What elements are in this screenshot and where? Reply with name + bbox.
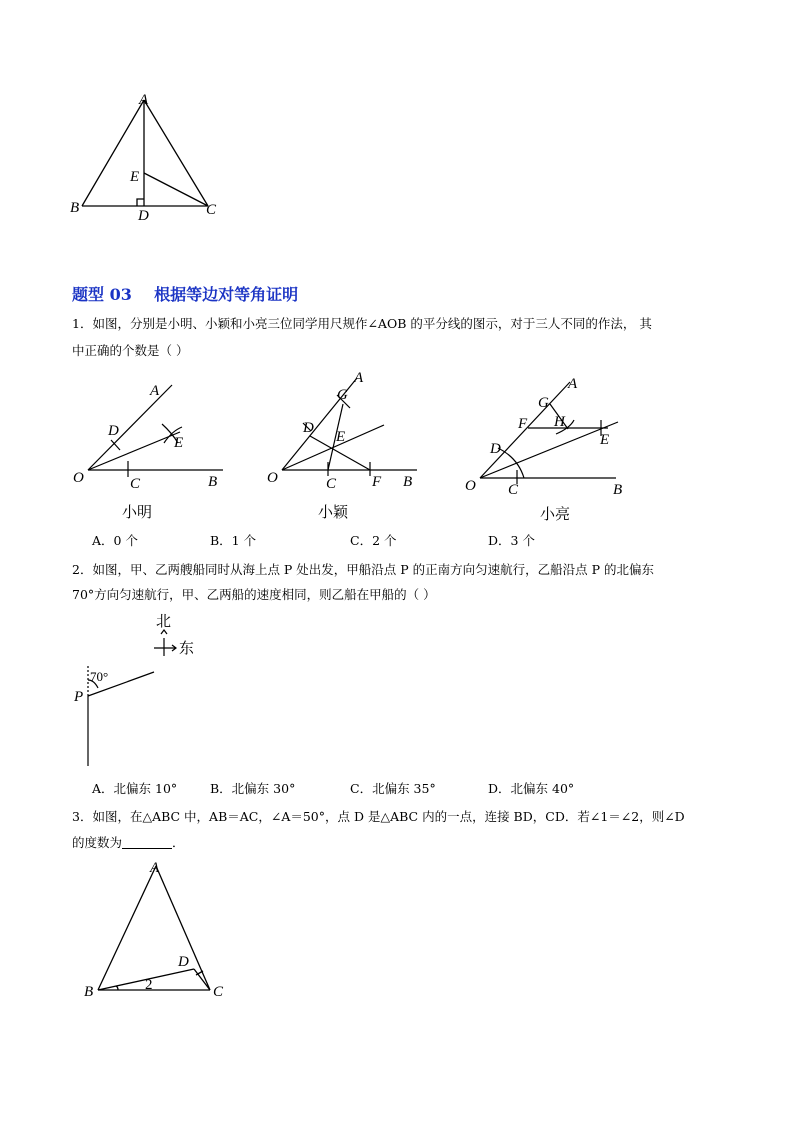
q1-figure-xiaoliang [458, 370, 633, 525]
q3-label-A: A [150, 860, 160, 876]
label-E: E [130, 169, 140, 185]
fig2-label-A: A [354, 370, 364, 386]
q2-direction-figure [66, 608, 216, 768]
fig3-label-A: A [568, 376, 578, 392]
q1-option-c[interactable]: C．2 个 [350, 533, 397, 548]
fig2-label-F: F [372, 474, 382, 490]
q1-text-line2: 中正确的个数是（ ） [72, 343, 189, 358]
fig3-caption: 小亮 [540, 507, 571, 523]
fig2-label-E: E [336, 429, 346, 445]
angle-70-label: 70° [90, 669, 109, 684]
q1-figure-xiaoying [262, 368, 432, 525]
q3-text-line2 [72, 830, 185, 856]
fig2-caption: 小颖 [318, 505, 349, 521]
fig1-label-B: B [208, 474, 218, 490]
fig2-label-G: G [337, 387, 348, 403]
q2-text-line1: 2．如图，甲、乙两艘船同时从海上点 P 处出发，甲船沿点 P 的正南方向匀速航行，乙船沿点 P 的北偏东 [72, 562, 655, 577]
q3-label-C: C [213, 984, 224, 1000]
q2-option-c[interactable]: C．北偏东 35° [350, 781, 436, 796]
q1-option-b[interactable]: B．1 个 [210, 533, 257, 548]
q3-text-line2-prefix: 的度数为 [72, 835, 123, 850]
fig3-label-E: E [600, 432, 610, 448]
fig2-label-O: O [267, 470, 278, 486]
fig3-label-O: O [465, 478, 476, 494]
q1-option-a[interactable]: A．0 个 [92, 533, 138, 548]
label-P: P [74, 689, 84, 705]
q2-option-a[interactable]: A．北偏东 10° [92, 781, 178, 796]
q3-label-D: D [178, 954, 189, 970]
label-C: C [206, 202, 217, 218]
label-D: D [138, 208, 149, 224]
fig1-label-A: A [150, 383, 160, 399]
fig1-label-C: C [130, 476, 141, 492]
fig3-label-G: G [538, 395, 549, 411]
q2-option-b[interactable]: B．北偏东 30° [210, 781, 296, 796]
fig2-label-B: B [403, 474, 413, 490]
q3-angle-2-label: 2 [145, 977, 153, 993]
label-A: A [139, 92, 149, 108]
fig1-label-E: E [174, 435, 184, 451]
q1-text-line1: 1．如图，分别是小明、小颖和小亮三位同学用尺规作∠AOB 的平分线的图示，对于三人不同的作法， 其 [72, 316, 652, 331]
fig1-label-O: O [73, 470, 84, 486]
fig1-label-D: D [108, 423, 119, 439]
fig3-label-D: D [490, 441, 501, 457]
fig3-label-B: B [613, 482, 623, 498]
q1-option-d[interactable]: D．3 个 [488, 533, 535, 548]
top-triangle-figure [60, 88, 230, 228]
q3-text-line1: 3．如图，在△ABC 中，AB＝AC，∠A＝50°，点 D 是△ABC 内的一点，连接 BD，CD．若∠1＝∠2，则∠D [72, 809, 685, 824]
q2-text-line2: 70°方向匀速航行，甲、乙两船的速度相同，则乙船在甲船的（ ） [72, 587, 436, 602]
label-B: B [70, 200, 80, 216]
q3-text-line2-suffix: ． [172, 835, 185, 850]
fig3-label-F: F [518, 416, 528, 432]
q3-label-B: B [84, 984, 94, 1000]
q2-option-d[interactable]: D．北偏东 40° [488, 781, 575, 796]
answer-blank[interactable] [122, 836, 172, 849]
east-label: 东 [179, 641, 195, 657]
q1-figure-xiaoming [68, 375, 238, 525]
fig2-label-D: D [303, 420, 314, 436]
fig3-label-H: H [554, 414, 565, 430]
section-title: 题型 03 根据等边对等角证明 [72, 285, 299, 304]
fig3-label-C: C [508, 482, 519, 498]
fig2-label-C: C [326, 476, 337, 492]
fig1-caption: 小明 [122, 505, 153, 521]
q3-triangle-figure [76, 856, 246, 1006]
north-label: 北 [156, 614, 172, 630]
